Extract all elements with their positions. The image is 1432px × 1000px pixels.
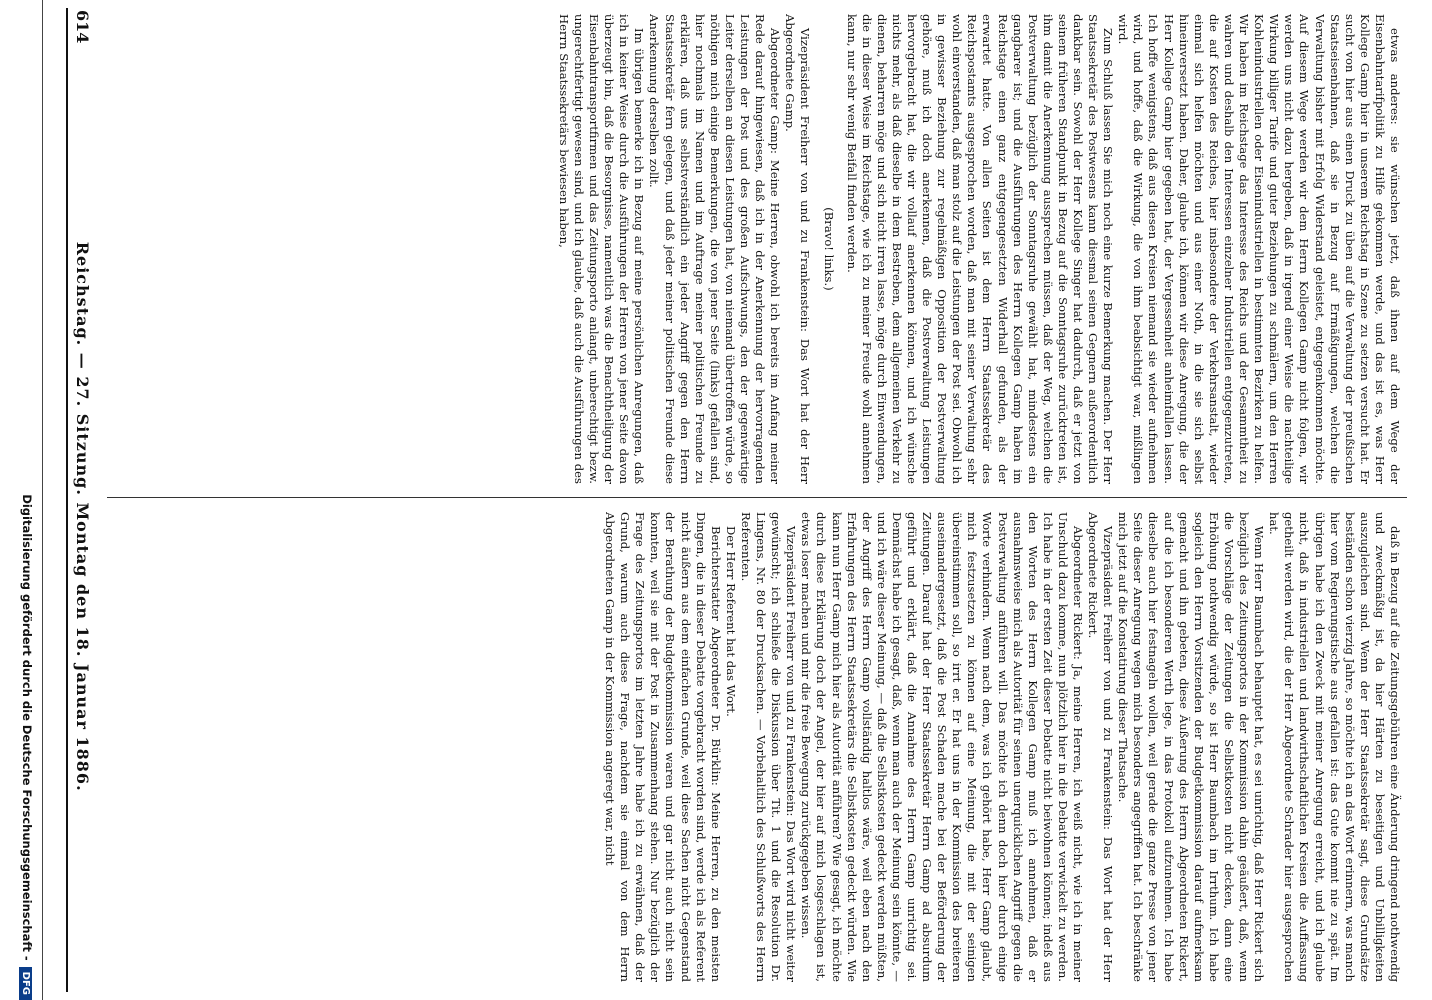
dfg-logo: DFG: [20, 967, 33, 1000]
paragraph: daß in Bezug auf die Zeitungsgebühren eine Änderung dringend nothwendig und zweckmäßig ist, da hier Härten zu beseitigen und Unbilligkeiten auszugleichen sind. Wenn der Herr Staatssekretär sagt, diese Grundsätze beständen schon vierzig Jahre, so möchte ich an das Wort erinnern, was manch hier vom Regierungstische aus gefallen ist: das Gute kommt nie zu spät. Im übrigen habe ich den Zweck mit meiner Anregung erreicht, und ich glaube nicht, daß in industriellen und landwirthschaftlichen Kreisen die Auffassung getheilt werden wird, die der Herr Abgeordnete Schrader hier ausgesprochen hat.: [1267, 512, 1402, 982]
text-column-left: [107, 14, 1402, 484]
paragraph: Im übrigen bemerke ich in Bezug auf meine persönlichen Anregungen, daß ich in keiner Weise durch die Ausführungen der Herren von jener Seite davon überzeugt bin, daß die Besorgnisse, namentlich was die Benachtheiligung der Eisenbahntransportfirmen und das Zeitungsporto anlangt, unberechtigt bezw. ungerechtfertigt gewesen sind, und ich glaube, daß auch die Ausführungen des Herrn Staatssekretärs bewiesen haben,: [556, 14, 647, 484]
text-column-right: [107, 512, 1402, 982]
paragraph: Abgeordneter Rickert: Ja, meine Herren, ich weiß nicht, wie ich in meiner Unschuld dazu komme, nun plötzlich hier in die Debatte verwickelt zu werden. Ich habe in der ersten Zeit dieser Debatte nicht beiwohnen können; indeß aus den Worten des Herrn Kollegen Gamp muß ich annehmen, daß er ausnahmsweise mich als Autorität für seinen unerquicklichen Angriff gegen die Postverwaltung anführen will. Das möchte ich denn doch hier durch einige Worte verhindern. Wenn nach dem, was ich gehört habe, Herr Gamp glaubt, mich festzusetzen zu können auf eine Meinung, die mit der seinigen übereinstimmen soll, so irrt er. Er hat uns in der Kommission des breiteren auseinandergesetzt, daß die Post Schaden mache bei der Beförderung der Zeitungen. Darauf hat der Herr Staatssekretär Herrn Gamp ad absurdum geführt und erklärt, daß die Annahme des Herrn Gamp unrichtig sei. Demnächst habe ich gesagt, daß, wenn man auch der Meinung sein könnte, — und ich wäre dieser Meinung, — daß die Selbstkosten gedeckt werden müßten, der Angriff des Herrn Gamp vollständig haltlos wäre, weil eben nach den Erfahrungen des Herrn Staatssekretärs die Selbstkosten gedeckt würden. Wie kann nun Herr Gamp mich hier als Autorität anführen? Wie gesagt, ich möchte durch diese Erklärung doch der Angel, der hier auf mich losgeschlagen ist, etwas loser machen und mir die freie Bewegung zurückgegeben wissen.: [799, 512, 1086, 982]
footer-credit-text: Digitalisierung gefördert durch die Deutsche Forschungsgemeinschaft -: [20, 494, 35, 961]
scanned-page: [52, 0, 1432, 1000]
digitization-footer: [17, 0, 37, 1000]
column-divider: [107, 497, 1407, 498]
paragraph-speaker: Vizepräsident Freiherr von und zu Frankenstein: Das Wort wird nicht weiter gewünscht; ich schließe die Diskussion über Tit. 1 und die Resolution Dr. Lingens, Nr. 80 der Drucksachen. — Vorbehaltlich des Schlußworts des Herrn Referenten.: [738, 512, 799, 982]
paragraph: Zum Schluß lassen Sie mich noch eine kurze Bemerkung machen. Der Herr Staatssekretär des Postwesens kann diesmal seinen Gegnern außerordentlich dankbar sein. Sowohl der Herr Kollege Singer hat dadurch, daß er jetzt von seinem früheren Standpunkt in Bezug auf die Sonntagsruhe zurücktreten ist, ihm damit die Anerkennung aussprechen müssen, daß der Weg, welchen die Postverwaltung bezüglich der Sonntagsruhe gewählt hat, mindestens ein gangbarer ist; und die Ausführungen des Herrn Kollegen Gamp haben im Reichstage einen ganz entgegengesetzten Widerhall gefunden, als der erwartet hatte. Von allen Seiten ist dem Herrn Staatssekretär des Reichspostamts ausgesprochen worden, daß man mit seiner Verwaltung sehr wohl einverstanden, daß man stolz auf die Leistungen der Post sei. Obwohl ich in gewisser Beziehung zur regelmäßigen Opposition der Postverwaltung gehöre, muß ich doch anerkennen, daß die Postverwaltung Leistungen hervorgebracht hat, die wir vollauf anerkennen können, und ich wünsche nichts mehr, als daß dieselbe in dem Bestreben, dem allgemeinen Verkehr zu dienen, beharren möge und sich nicht irren lasse, möge durch Einwendungen, die in dieser Weise im Reichstage, wie ich zu meiner Freude wohl annehmen kann, nur sehr wenig Beifall finden werden.: [844, 14, 1116, 484]
footer-rule: [42, 0, 43, 1000]
page-number: 614: [73, 10, 93, 44]
header-rule: [67, 8, 69, 992]
paragraph: etwas anderes: sie wünschen jetzt, daß ihnen auf dem Wege der Eisenbahntarifpolitik zu Hilfe gekommen werde, und das ist es, was Herr Kollege Gamp hier in unserem Reichstag in Szene zu setzen versucht hat. Er sucht von hier aus einen Druck zu üben auf die Verwaltung der preußischen Staatseisenbahnen, daß sie in Bezug auf Ermäßigungen, welchen die Verwaltung bisher mit Erfolg Widerstand geleistet, entgegenkommen möchte. Auf diesem Wege werden wir dem Herrn Kollegen Gamp nicht folgen, wir werden uns nicht dazu hergeben, daß in irgend einer Weise die nachteilige Wirkung billiger Tarife und guter Beziehungen zu schmälern, um den Herren Kohlenindustriellen oder Eisenindustriellen in bestimmten Bezirken zu helfen. Wir haben im Reichstage das Interesse des Reichs und der Gesammtheit zu wahren und deshalb den Interessen einzelner Industriellen entgegenzutreten, die auf Kosten des Reiches, hier insbesondere der Verkehrsanstalt, wieder einmal sich helfen möchten und aus einer Noth, in die sie sich selbst hineinversetzt haben. Daher, glaube ich, können wir diese Anregung, die der Herr Kollege Gamp hier gegeben hat, der Vergessenheit anheimfallen lassen. Ich hoffe wenigstens, daß aus diesen Kreisen niemand sie wieder aufnehmen wird, und hoffe, daß die Wirkung, die von ihm beabsichtigt war, mißlingen wird.: [1116, 14, 1402, 484]
page-title: Reichstag. — 27. Sitzung. Montag den 18. Januar 1886.: [73, 241, 93, 792]
paragraph: Wenn Herr Baumbach behauptet hat, es sei unrichtig, daß Herr Rickert sich bezüglich des Zeitungsportos in der Kommission dahin geäußert, daß, wenn die Vorschläge der Zeitungen die Selbstkosten nicht decken, dann eine Erhöhung nothwendig würde, so ist Herr Baumbach im Irrthum. Ich habe sogleich den Herrn Vorsitzenden der Budgetkommission darauf aufmerksam gemacht und ihn gebeten, diese Äußerung des Herrn Abgeordneten Rickert, auf die ich besonderen Werth lege, in das Protokoll aufzunehmen. Ich habe dieselbe auch hier festnageln wollen, weil gerade die ganze Presse von jener Seite dieser Anregung wegen mich besonders angegriffen hat. Ich beschränke mich jetzt auf die Konstatirung dieser Thatsache.: [1116, 512, 1267, 982]
paragraph-speaker: Vizepräsident Freiherr von und zu Frankenstein: Das Wort hat der Herr Abgeordnete Gamp.: [783, 14, 813, 484]
paragraph-applause: (Bravo! links.): [821, 207, 836, 291]
paragraph: Abgeordneter Gamp: Meine Herren, obwohl ich bereits im Anfang meiner Rede darauf hingewiesen, daß ich in der Anerkennung der hervorragenden Leistungen der Post und des großen Aufschwungs, den der gegenwärtige Leiter derselben an diesen Leistungen hat, von niemand übertroffen würde, so nöthigen mich einige Bemerkungen, die von jener Seite (links) gefallen sind, hier nochmals im Namen und im Auftrage meiner politischen Freunde zu erklären, daß uns selbstverständlich ein jeder Angriff gegen den Herrn Staatssekretär fern gelegen, und daß jeder meiner politischen Freunde diese Anerkennung derselben zollt.: [647, 14, 783, 484]
paragraph: Berichterstatter Abgeordneter Dr. Bürklin: Meine Herren, zu den meisten Dingen, die in dieser Debatte vorgebracht worden sind, werde ich als Referent nicht äußern aus dem einfachen Grunde, weil diese Sachen nicht Gegenstand der Berathung der Budgetkommission waren und gar nicht auch nicht sein konnten, weil sie mit der Post in Zusammenhang stehen. Nur bezüglich der Frage des Zeitungsportos im letzten Jahre habe ich zu erwähnen, daß der Grund, warum auch diese Frage, nachdem sie einmal von dem Herrn Abgeordneten Gamp in der Kommission angeregt war, nicht: [603, 512, 723, 982]
footer-credit: [20, 494, 35, 1000]
paragraph-speaker: Vizepräsident Freiherr von und zu Frankenstein: Das Wort hat der Herr Abgeordnete Rickert.: [1086, 512, 1116, 982]
page-header: [72, 10, 94, 990]
paragraph: Der Herr Referent hat das Wort.: [723, 526, 738, 717]
